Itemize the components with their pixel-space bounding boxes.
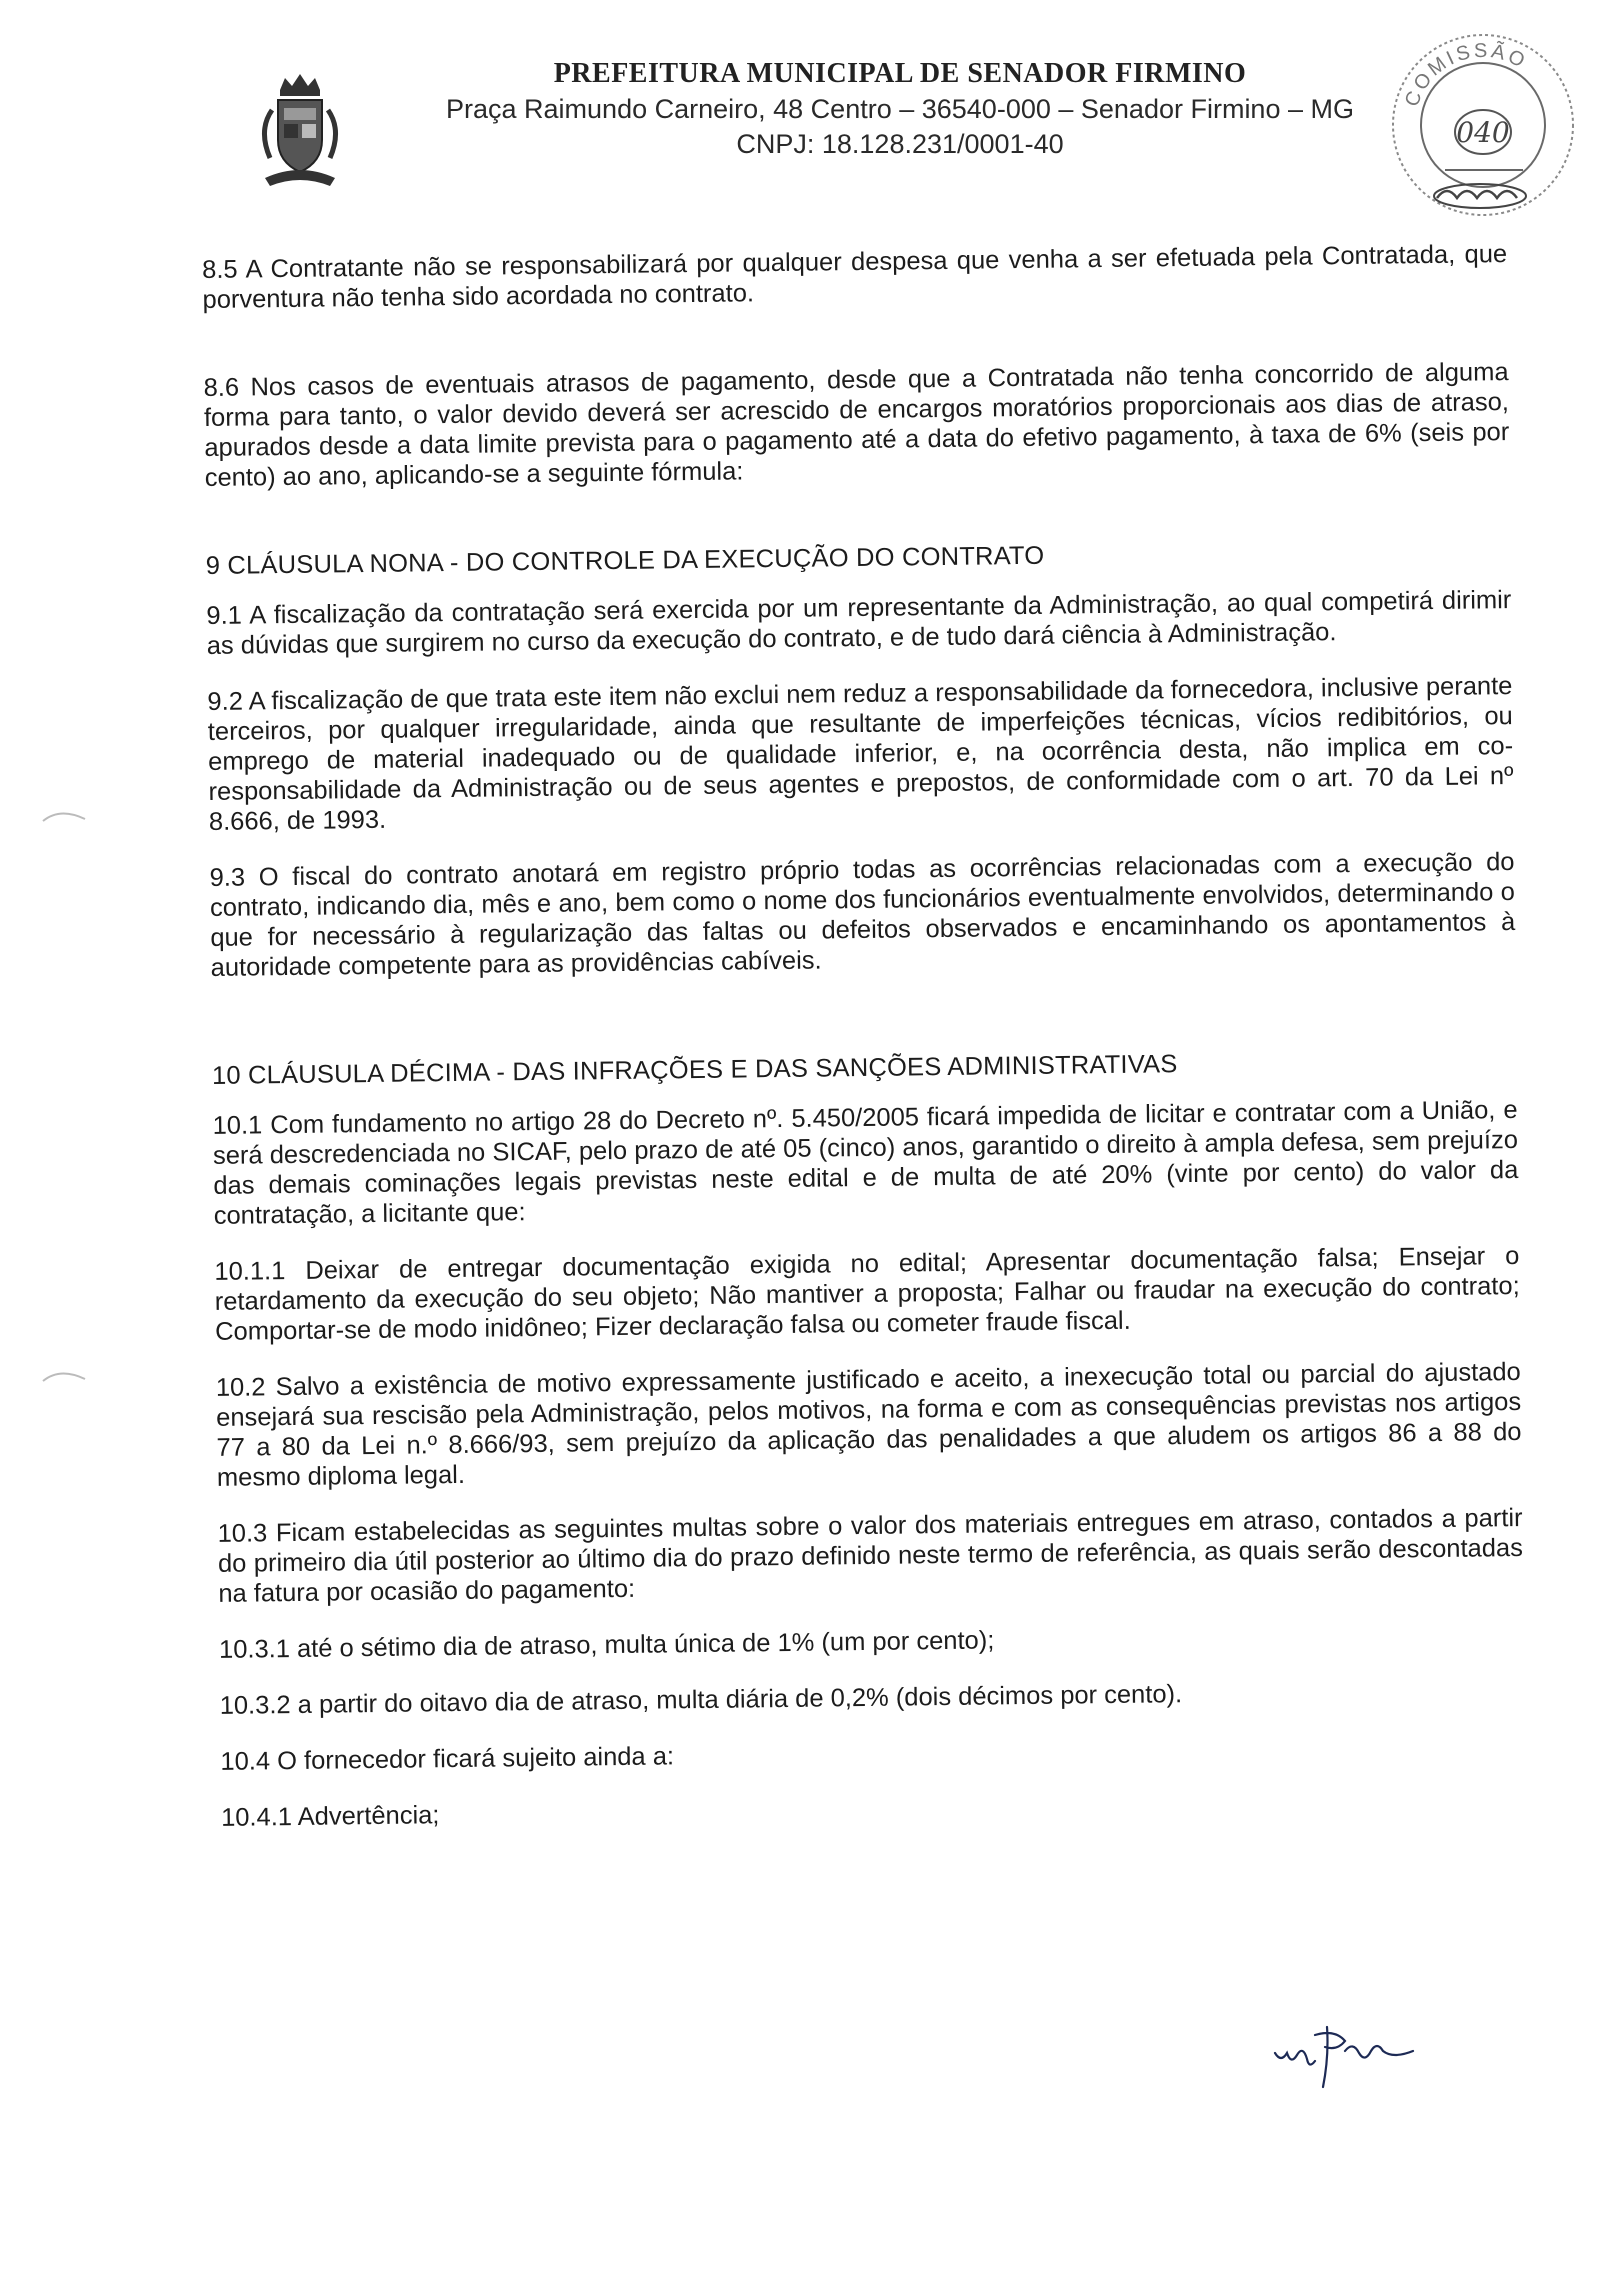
letterhead <box>0 0 1600 230</box>
clause-10-heading: 10 CLÁUSULA DÉCIMA - DAS INFRAÇÕES E DAS SANÇÕES ADMINISTRATIVAS <box>211 1050 1178 1090</box>
clause-10-3-1: 10.3.1 até o sétimo dia de atraso, multa única de 1% (um por cento); <box>218 1626 995 1664</box>
handwritten-signature <box>1265 2015 1465 2095</box>
institution-address: Praça Raimundo Carneiro, 48 Centro – 36540-000 – Senador Firmino – MG <box>446 94 1354 124</box>
institution-cnpj: CNPJ: 18.128.231/0001-40 <box>736 129 1064 159</box>
stamp-number: 040 <box>1456 116 1510 149</box>
clause-8-6: 8.6 Nos casos de eventuais atrasos de pagamento, desde que a Contratada não tenha concorrido de alguma forma para tanto, o valor devido deverá ser acrescido de encargos moratórios proporcionais aos dias de atraso, apurados desde a data limite prevista para o pagamento até a data do efetivo pagamento, à taxa de 6% (seis por cento) ao ano, aplicando-se a seguinte fórmula: <box>203 358 1510 492</box>
clause-10-3: 10.3 Ficam estabelecidas as seguintes multas sobre o valor dos materiais entregues em atraso, contados a partir do primeiro dia útil posterior ao último dia do prazo definido neste termo de referência, as quais serão descontadas na fatura por ocasião do pagamento: <box>217 1503 1524 1608</box>
clause-10-4-1: 10.4.1 Advertência; <box>220 1801 440 1832</box>
clause-10-2: 10.2 Salvo a existência de motivo expressamente justificado e aceito, a inexecução total ou parcial do ajustado ensejará sua rescisão pela Administração, pelos motivos, na forma e com as consequências previstas nos artigos 77 a 80 da Lei n.º 8.666/93, sem prejuízo da aplicação das penalidades a que aludem os artigos 86 a 88 do mesmo diploma legal. <box>215 1357 1522 1492</box>
clause-10-3-2: 10.3.2 a partir do oitavo dia de atraso, multa diária de 0,2% (dois décimos por cento). <box>219 1680 1183 1720</box>
contract-body <box>202 239 1526 1833</box>
clause-10-1-1: 10.1.1 Deixar de entregar documentação exigida no edital; Apresentar documentação falsa; Ensejar o retardamento da execução do seu objeto; Não mantiver a proposta; Falhar ou fraudar na execução do contrato; Comportar-se de modo inidôneo; Fizer declaração falsa ou cometer fraude fiscal. <box>214 1241 1520 1346</box>
svg-text:COMISSÃO <box>1401 38 1531 109</box>
commission-stamp <box>1375 20 1590 220</box>
clause-8-5: 8.5 A Contratante não se responsabilizará por qualquer despesa que venha a ser efetuada pela Contratada, que porventura não tenha sido acordada no contrato. <box>202 240 1508 314</box>
stamp-arc-text: COMISSÃO <box>1400 39 1531 110</box>
punch-hole-mark <box>40 805 90 825</box>
clause-10-4: 10.4 O fornecedor ficará sujeito ainda a: <box>220 1742 675 1776</box>
clause-9-2: 9.2 A fiscalização de que trata este item não exclui nem reduz a responsabilidade da fornecedora, inclusive perante terceiros, por qualquer irregularidade, ainda que resultante de imperfeições técnicas, vícios redibitórios, ou emprego de material inadequado ou de qualidade inferior, e, na ocorrência desta, não implica em co-responsabilidade da Administração ou de seus agentes e prepostos, de conformidade com o art. 70 da Lei nº 8.666, de 1993. <box>207 672 1514 836</box>
clause-9-heading: 9 CLÁUSULA NONA - DO CONTROLE DA EXECUÇÃO DO CONTRATO <box>205 541 1045 580</box>
institution-title: PREFEITURA MUNICIPAL DE SENADOR FIRMINO <box>553 58 1247 89</box>
coat-of-arms-icon <box>250 70 350 195</box>
punch-hole-mark <box>40 1365 90 1385</box>
clause-10-1: 10.1 Com fundamento no artigo 28 do Decreto nº. 5.450/2005 ficará impedida de licitar e contratar com a União, e será descredenciada no SICAF, pelo prazo de até 05 (cinco) anos, garantido o direito à ampla defesa, sem prejuízo das demais cominações legais previstas neste edital e de multa de até 20% (vinte por cento) do valor da contratação, a licitante que: <box>212 1095 1519 1230</box>
clause-9-3: 9.3 O fiscal do contrato anotará em registro próprio todas as ocorrências relacionadas com a execução do contrato, indicando dia, mês e ano, bem como o nome dos funcionários eventualmente envolvidos, determinando o que for necessário à regularização das faltas ou defeitos observados e encaminhando os apontamentos à autoridade competente para as providências cabíveis. <box>209 848 1516 982</box>
clause-9-1: 9.1 A fiscalização da contratação será exercida por um representante da Administração, ao qual competirá dirimir as dúvidas que surgirem no curso da execução do contrato, e de tudo dará ciência à Administração. <box>206 586 1512 660</box>
